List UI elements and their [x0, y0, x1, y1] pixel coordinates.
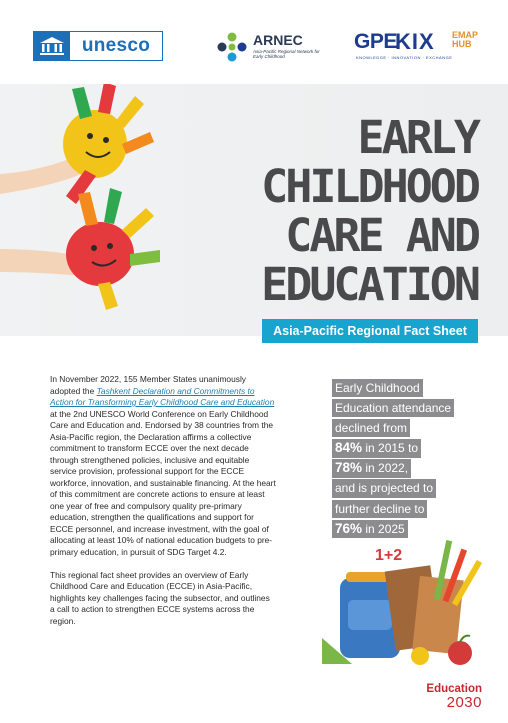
title-line: EARLY	[357, 111, 478, 164]
education-label: Education	[426, 683, 482, 695]
fact-line: Early Childhood	[332, 379, 423, 397]
unesco-logo	[33, 31, 163, 61]
fact-callout	[332, 379, 492, 540]
arnec-name: ARNEC	[253, 32, 303, 48]
fact-line: further decline to	[332, 500, 427, 518]
school-supplies-illustration	[320, 538, 495, 668]
value-2015: 84%	[335, 440, 363, 456]
unesco-wordmark: unesco	[81, 35, 151, 56]
gpe-kix-logo	[354, 30, 479, 64]
value-2025: 76%	[335, 520, 363, 536]
title-line: CHILDHOOD	[261, 160, 478, 213]
fact-line: and is projected to	[332, 479, 436, 497]
intro-paragraph: In November 2022, 155 Member States unanimously adopted the Tashkent Declaration and Commitments to Action for Transforming Early Childhood Care and Education at the 2nd UNESCO World Conference on Early Childhood Care and Education and. Endorsed by 38 countries from the Asia-Pacific region, the Declaration affirms a collective commitment to transform ECCE over the next decade through strengthened policies, inclusive and equitable service provision, professional support for the ECCE workforce, innovation, and sustainable financing. At the heart of this commitment are concrete actions to ensure at least one year of free and compulsory quality pre-primary education, strengthen the qualifications and support for ECCE personnel, and increase investment, with the goal of allocating at least 10% of national education budgets to pre-primary education, in pursuit of SDG Target 4.2.	[50, 374, 276, 557]
fact-line-2015: 84% in 2015 to	[332, 439, 421, 457]
unesco-temple-icon	[34, 32, 70, 60]
arnec-logo	[217, 30, 320, 64]
overview-paragraph: This regional fact sheet provides an overview of Early Childhood Care and Education (ECCE) in Asia-Pacific, highlights key challenges facing the subsector, and outlines a call to action to strengthen ECCE systems across the region.	[50, 569, 270, 626]
fact-line: Education attendance	[332, 399, 454, 417]
kix-tagline: KNOWLEDGE · INNOVATION · EXCHANGE	[356, 55, 453, 60]
fact-line-2022: 78% in 2022,	[332, 459, 411, 477]
fact-line: declined from	[332, 419, 410, 437]
gpe-wordmark: GPE	[354, 30, 397, 53]
kix-wordmark: KIX	[395, 29, 435, 54]
title-line: CARE AND	[285, 209, 478, 262]
subtitle-banner: Asia-Pacific Regional Fact Sheet	[262, 319, 478, 343]
arnec-subtitle: Asia-Pacific Regional Network for Early Childhood	[253, 49, 320, 59]
title-line: EDUCATION	[261, 258, 478, 311]
arnec-emblem-icon	[217, 32, 247, 62]
emap-hub-label: EMAP HUB	[452, 30, 479, 49]
year-label: 2030	[446, 694, 482, 711]
education-2030-logo	[418, 683, 482, 713]
painted-hands-image	[0, 84, 200, 336]
svg-text:1+2: 1+2	[375, 547, 403, 564]
value-2022: 78%	[335, 460, 363, 476]
page-title	[230, 113, 478, 309]
tashkent-declaration-link[interactable]: Tashkent Declaration and Commitments to Action for Transforming Early Childhood Care and Education	[50, 385, 275, 407]
body-text	[50, 374, 276, 639]
fact-line-2025: 76% in 2025	[332, 520, 408, 538]
